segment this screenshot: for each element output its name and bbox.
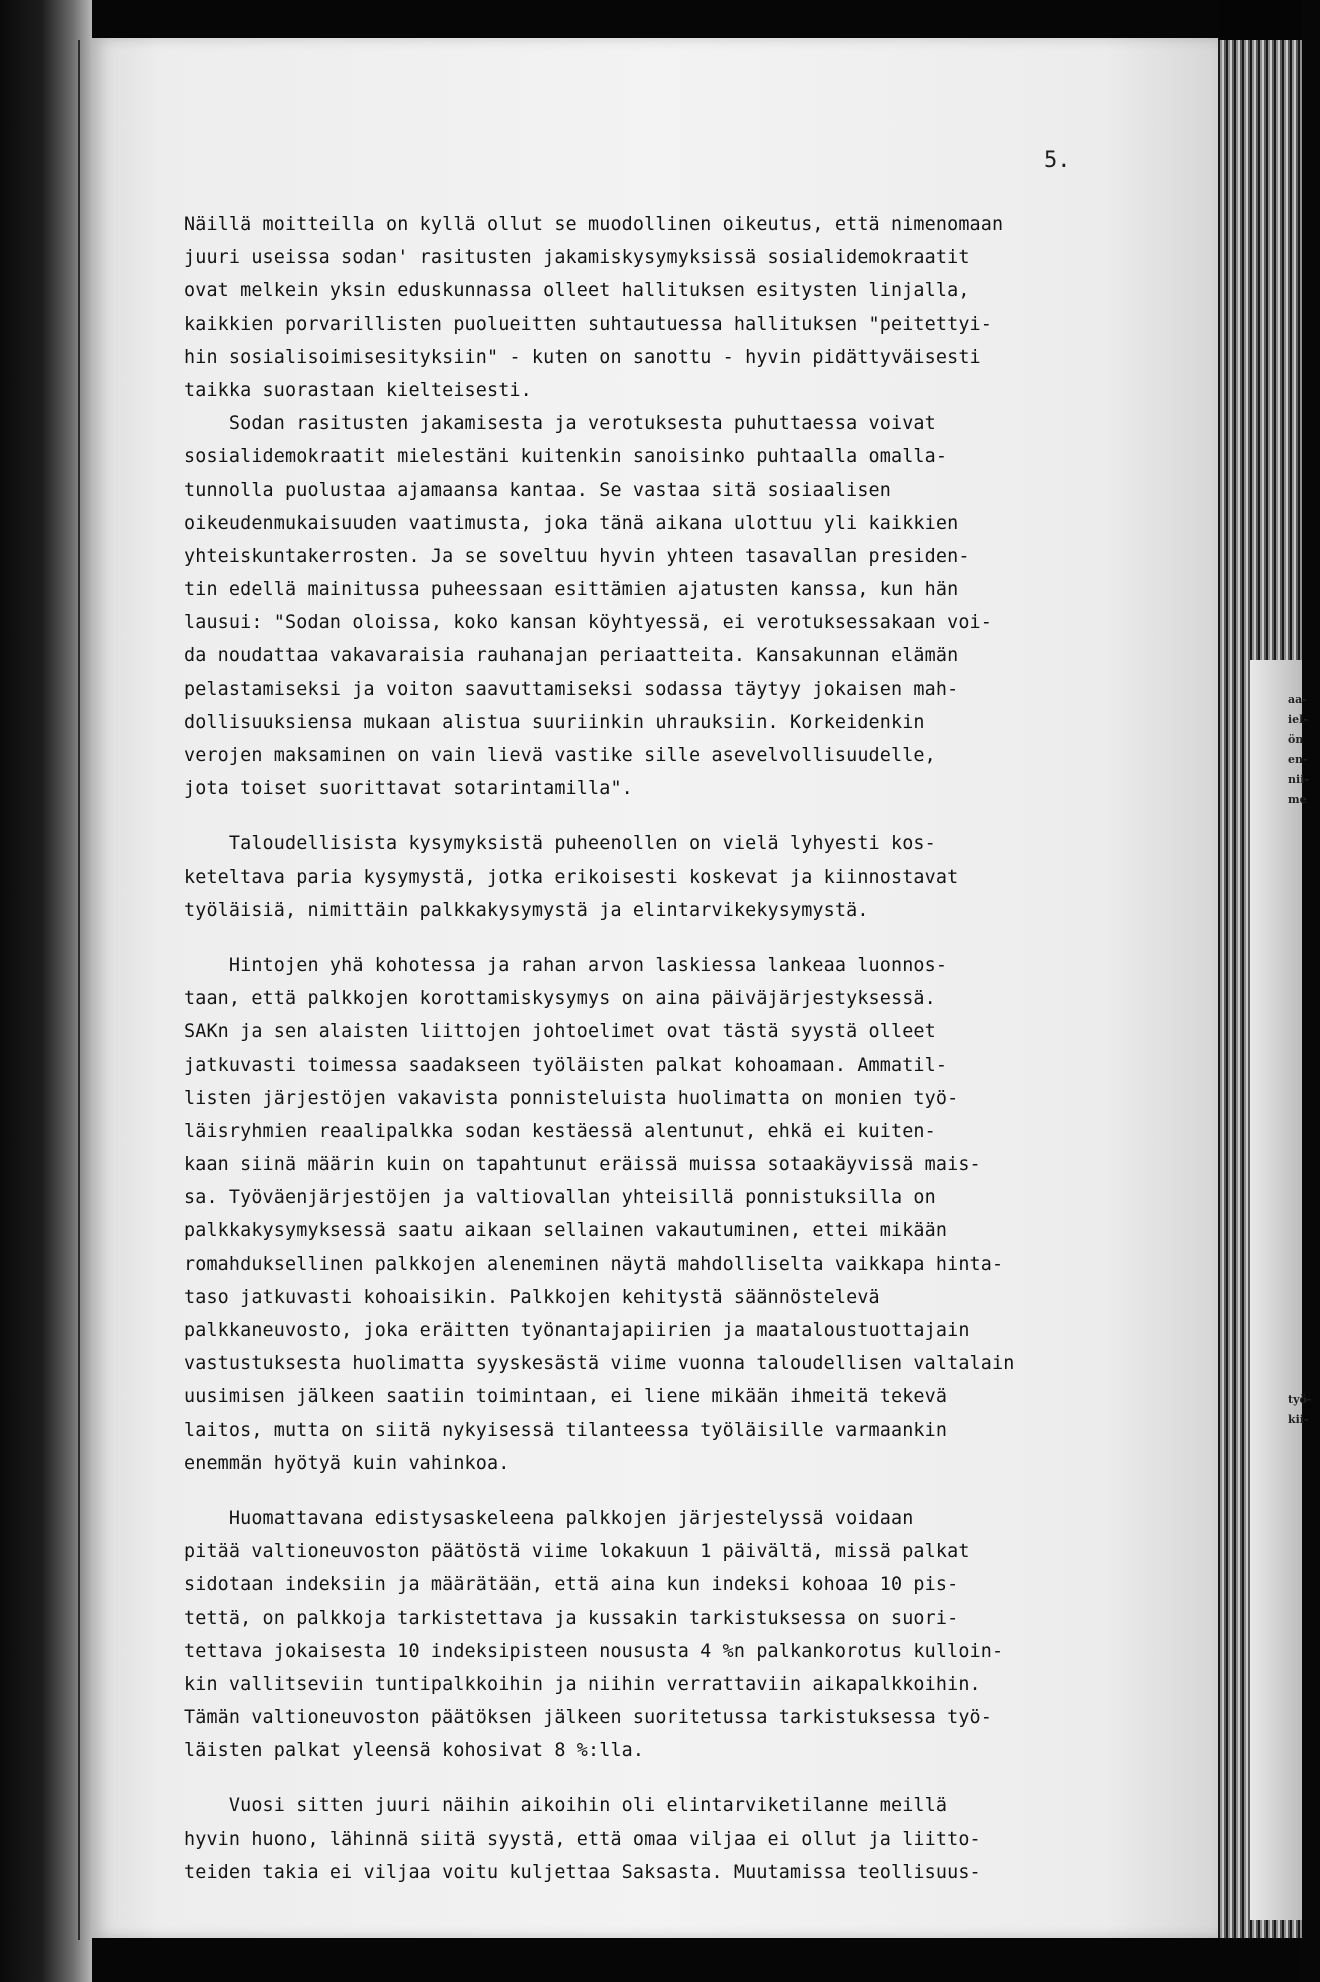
text-line: kaan siinä määrin kuin on tapahtunut eräissä muissa sotaakäyvissä mais-	[184, 1154, 981, 1176]
text-line: SAKn ja sen alaisten liittojen johtoelimet ovat tästä syystä olleet	[184, 1021, 936, 1043]
background-right-edge	[1302, 0, 1320, 1982]
paragraph	[184, 1502, 1144, 1768]
text-line: juuri useissa sodan' rasitusten jakamiskysymyksissä sosialidemokraatit	[184, 247, 970, 269]
paragraph-gap	[184, 1480, 1144, 1502]
text-line: tunnolla puolustaa ajamaansa kantaa. Se vastaa sitä sosiaalisen	[184, 479, 891, 501]
text-line: läisryhmien reaalipalkka sodan kestäessä alentunut, ehkä ei kuiten-	[184, 1120, 936, 1142]
text-line: pitää valtioneuvoston päätöstä viime lokakuun 1 päivältä, missä palkat	[184, 1541, 970, 1563]
text-line: Sodan rasitusten jakamisesta ja verotuksesta puhuttaessa voivat	[184, 413, 936, 435]
text-line: keteltava paria kysymystä, jotka erikoisesti koskevat ja kiinnostavat	[184, 866, 959, 888]
text-line: pelastamiseksi ja voiton saavuttamiseksi sodassa täytyy jokaisen mah-	[184, 678, 959, 700]
text-line: oikeudenmukaisuuden vaatimusta, joka tänä aikana ulottuu yli kaikkien	[184, 512, 959, 534]
text-line: sosialidemokraatit mielestäni kuitenkin sanoisinko puhtaalla omalla-	[184, 446, 948, 468]
text-line: enemmän hyötyä kuin vahinkoa.	[184, 1452, 510, 1474]
adjacent-page-fragment: aa-	[1288, 693, 1307, 706]
text-line: Hintojen yhä kohotessa ja rahan arvon laskiessa lankeaa luonnos-	[184, 954, 948, 976]
text-line: työläisiä, nimittäin palkkakysymystä ja elintarvikekysymystä.	[184, 899, 869, 921]
paragraph	[184, 827, 1144, 927]
text-line: kaikkien porvarillisten puolueitten suhtautuessa hallituksen "peitettyi-	[184, 313, 992, 335]
text-line: Näillä moitteilla on kyllä ollut se muodollinen oikeutus, että nimenomaan	[184, 214, 1004, 235]
text-line: Tämän valtioneuvoston päätöksen jälkeen suoritetussa tarkistuksessa työ-	[184, 1707, 992, 1729]
text-line: verojen maksaminen on vain lievä vastike sille asevelvollisuudelle,	[184, 745, 936, 766]
text-line: lausui: "Sodan oloissa, koko kansan köyhtyessä, ei verotuksessakaan voi-	[184, 612, 992, 634]
adjacent-page-fragment: nii-	[1288, 773, 1309, 786]
text-line: da noudattaa vakavaraisia rauhanajan periaatteita. Kansakunnan elämän	[184, 645, 959, 667]
binding-gutter-line	[78, 40, 80, 1940]
paragraph-gap	[184, 927, 1144, 949]
text-line: hyvin huono, lähinnä siitä syystä, että omaa viljaa ei ollut ja liitto-	[184, 1828, 981, 1850]
text-line: jota toiset suorittavat sotarintamilla".	[184, 778, 633, 800]
text-line: taikka suorastaan kielteisesti.	[184, 379, 532, 401]
text-line: jatkuvasti toimessa saadakseen työläisten palkat kohoamaan. Ammatil-	[184, 1054, 948, 1076]
adjacent-page-fragment: ön	[1288, 733, 1304, 746]
paragraph	[184, 1789, 1144, 1889]
text-line: listen järjestöjen vakavista ponnisteluista huolimatta on monien työ-	[184, 1087, 959, 1109]
paragraph-gap	[184, 1767, 1144, 1789]
adjacent-page-fragment: iel-	[1288, 713, 1308, 726]
text-line: teiden takia ei viljaa voitu kuljettaa Saksasta. Muutamissa teollisuus-	[184, 1861, 981, 1883]
adjacent-page-fragment: kii-	[1288, 1413, 1309, 1426]
adjacent-page-fragment: me	[1288, 793, 1307, 806]
text-line: sidotaan indeksiin ja määrätään, että aina kun indeksi kohoaa 10 pis-	[184, 1574, 959, 1596]
paragraph	[184, 407, 1144, 805]
text-line: dollisuuksiensa mukaan alistua suuriinkin uhrauksiin. Korkeidenkin	[184, 711, 925, 733]
text-line: tin edellä mainitussa puheessaan esittämien ajatusten kanssa, kun hän	[184, 579, 959, 601]
adjacent-page-fragment: työ-	[1288, 1393, 1312, 1406]
text-line: palkkaneuvosto, joka eräitten työnantajapiirien ja maataloustuottajain	[184, 1320, 970, 1341]
text-line: kin vallitseviin tuntipalkkoihin ja niihin verrattaviin aikapalkkoihin.	[184, 1673, 981, 1695]
text-line: tettava jokaisesta 10 indeksipisteen noususta 4 %n palkankorotus kulloin-	[184, 1640, 1004, 1662]
text-line: romahduksellinen palkkojen aleneminen näytä mahdolliselta vaikkapa hinta-	[184, 1253, 1004, 1275]
text-line: palkkakysymyksessä saatu aikaan sellainen vakautuminen, ettei mikään	[184, 1220, 948, 1242]
text-line: hin sosialisoimisesityksiin" - kuten on sanottu - hyvin pidättyväisesti	[184, 346, 981, 368]
text-line: ovat melkein yksin eduskunnassa olleet hallituksen esitysten linjalla,	[184, 280, 970, 302]
text-line: sa. Työväenjärjestöjen ja valtiovallan yhteisillä ponnistuksilla on	[184, 1187, 936, 1209]
adjacent-page-text-lower	[1288, 1390, 1318, 1430]
adjacent-page-fragment: en-	[1288, 753, 1308, 766]
text-line: taso jatkuvasti kohoaisikin. Palkkojen kehitystä säännöstelevä	[184, 1286, 880, 1308]
paragraph	[184, 949, 1144, 1480]
adjacent-page-text-upper	[1288, 690, 1318, 810]
text-line: uusimisen jälkeen saatiin toimintaan, ei liene mikään ihmeitä tekevä	[184, 1386, 948, 1408]
adjacent-page-strip	[1250, 660, 1302, 1920]
paragraph-gap	[184, 805, 1144, 827]
text-line: Huomattavana edistysaskeleena palkkojen järjestelyssä voidaan	[184, 1507, 914, 1529]
page-number: 5.	[1044, 148, 1071, 173]
text-line: taan, että palkkojen korottamiskysymys on aina päiväjärjestyksessä.	[184, 988, 936, 1010]
text-line: yhteiskuntakerrosten. Ja se soveltuu hyvin yhteen tasavallan presiden-	[184, 545, 970, 567]
text-line: Vuosi sitten juuri näihin aikoihin oli elintarviketilanne meillä	[184, 1795, 948, 1817]
text-line: laitos, mutta on siitä nykyisessä tilanteessa työläisille varmaankin	[184, 1419, 948, 1441]
text-line: Taloudellisista kysymyksistä puheenollen on vielä lyhyesti kos-	[184, 833, 936, 855]
paragraph	[184, 208, 1144, 407]
text-line: tettä, on palkkoja tarkistettava ja kussakin tarkistuksessa on suori-	[184, 1607, 959, 1629]
body-text	[184, 208, 1144, 1889]
text-line: vastustuksesta huolimatta syyskesästä viime vuonna taloudellisen valtalain	[184, 1353, 1015, 1375]
text-line: läisten palkat yleensä kohosivat 8 %:lla.	[184, 1740, 645, 1762]
